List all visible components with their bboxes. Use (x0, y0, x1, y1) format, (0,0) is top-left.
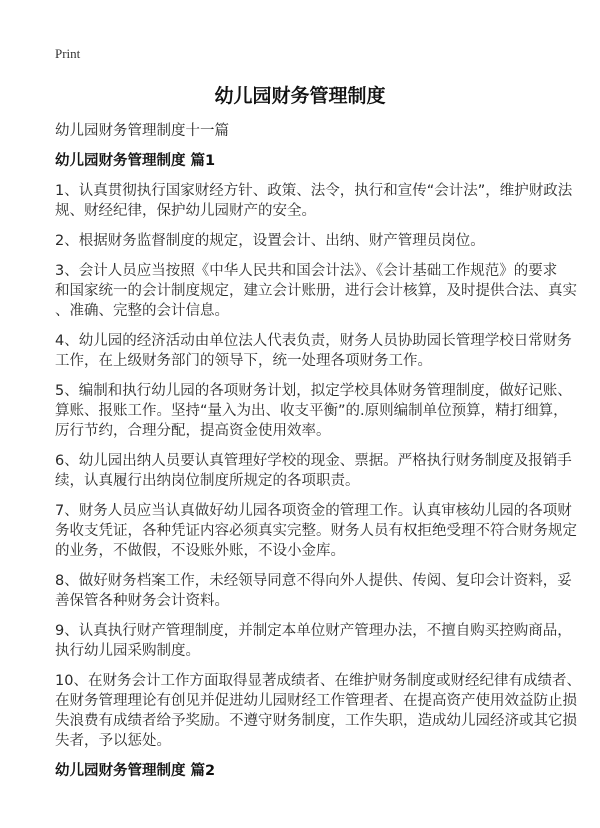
paragraph-line: 、准确、完整的会计信息。 (55, 303, 229, 319)
paragraph-line: 厉行节约，合理分配，提高资金使用效率。 (55, 423, 331, 439)
paragraph-line: 8、做好财务档案工作，未经领导同意不得向外人提供、传阅、复印会计资料，妥 (55, 573, 572, 589)
paragraph (55, 181, 575, 221)
paragraph (55, 451, 575, 491)
paragraph-line: 务收支凭证，各种凭证内容必须真实完整。财务人员有权拒绝受理不符合财务规定 (55, 523, 577, 539)
paragraph-line: 在财务管理理论有创见并促进幼儿园财经工作管理者、在提高资产使用效益防止损 (55, 693, 577, 709)
paragraph-line: 6、幼儿园出纳人员要认真管理好学校的现金、票据。严格执行财务制度及报销手 (55, 453, 572, 469)
paragraph-line: 7、财务人员应当认真做好幼儿园各项资金的管理工作。认真审核幼儿园的各项财 (55, 503, 572, 519)
paragraph-line: 3、会计人员应当按照《中华人民共和国会计法》、《会计基础工作规范》的要求 (55, 263, 558, 279)
document-subtitle: 幼儿园财务管理制度十一篇 (55, 123, 229, 139)
paragraph-line: 的业务，不做假，不设账外账，不设小金库。 (55, 543, 345, 559)
paragraph (55, 671, 581, 751)
paragraph-line: 和国家统一的会计制度规定，建立会计账册，进行会计核算，及时提供合法、真实 (55, 283, 577, 299)
page-title: 幼儿园财务管理制度 (214, 85, 386, 107)
paragraph-line: 10、在财务会计工作方面取得显著成绩者、在维护财务制度或财经纪律有成绩者、 (55, 673, 581, 689)
paragraph (55, 261, 575, 321)
paragraph (55, 571, 575, 611)
section-heading-1: 幼儿园财务管理制度 篇1 (55, 153, 216, 169)
paragraph-line: 9、认真执行财产管理制度，并制定本单位财产管理办法，不擅自购买控购商品， (55, 623, 572, 639)
paragraph (55, 231, 575, 251)
paragraph-line: 算账、报账工作。坚持“量入为出、收支平衡”的.原则编制单位预算，精打细算， (55, 403, 568, 419)
paragraph-line: 执行幼儿园采购制度。 (55, 643, 200, 659)
section-heading-2: 幼儿园财务管理制度 篇2 (55, 763, 216, 779)
section-1-paragraphs (55, 181, 581, 751)
paragraph (55, 331, 575, 371)
paragraph-line: 工作，在上级财务部门的领导下，统一处理各项财务工作。 (55, 353, 432, 369)
paragraph-line: 失者，予以惩处。 (55, 733, 171, 749)
paragraph-line: 续，认真履行出纳岗位制度所规定的各项职责。 (55, 473, 360, 489)
paragraph (55, 501, 575, 561)
paragraph-line: 1、认真贯彻执行国家财经方针、政策、法令，执行和宣传“会计法”，维护财政法 (55, 183, 573, 199)
paragraph-line: 善保管各种财务会计资料。 (55, 593, 229, 609)
paragraph (55, 621, 575, 661)
paragraph-line: 2、根据财务监督制度的规定，设置会计、出纳、财产管理员岗位。 (55, 233, 485, 249)
paragraph (55, 381, 575, 441)
paragraph-line: 规、财经纪律，保护幼儿园财产的安全。 (55, 203, 316, 219)
document-body (55, 121, 581, 791)
paragraph-line: 失浪费有成绩者给予奖励。不遵守财务制度，工作失职，造成幼儿园经济或其它损 (55, 713, 577, 729)
paragraph-line: 5、编制和执行幼儿园的各项财务计划，拟定学校具体财务管理制度，做好记账、 (55, 383, 572, 399)
print-link[interactable]: Print (55, 46, 81, 61)
paragraph-line: 4、幼儿园的经济活动由单位法人代表负责，财务人员协助园长管理学校日常财务 (55, 333, 572, 349)
